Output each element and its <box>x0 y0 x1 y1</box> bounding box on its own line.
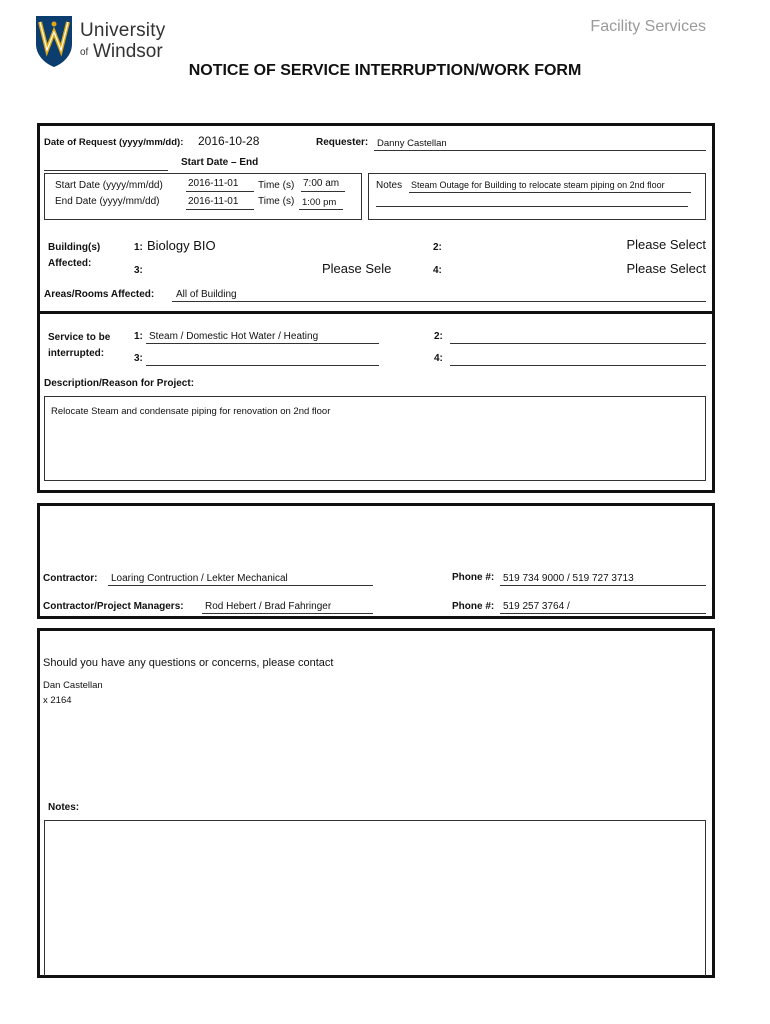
description-label: Description/Reason for Project: <box>44 378 195 389</box>
service-4-field[interactable] <box>450 353 706 366</box>
requester-label: Requester: <box>316 137 369 148</box>
building-3-number: 3: <box>134 265 143 276</box>
contractor-value: Loaring Contruction / Lekter Mechanical <box>111 573 288 584</box>
contractor-phone-field[interactable] <box>500 573 706 586</box>
notes-label: Notes <box>376 180 403 191</box>
date-of-request-label: Date of Request (yyyy/mm/dd): <box>44 137 184 148</box>
contact-notes-textarea[interactable] <box>44 820 706 976</box>
end-time-value: 1:00 pm <box>302 197 337 208</box>
end-date-label: End Date (yyyy/mm/dd) <box>55 196 160 207</box>
service-2-number: 2: <box>434 331 443 342</box>
logo-university-text: University <box>80 20 166 41</box>
end-date-field[interactable] <box>186 196 254 210</box>
areas-field[interactable] <box>172 289 706 302</box>
areas-divider <box>37 311 715 314</box>
service-2-field[interactable] <box>450 331 706 344</box>
building-4-number: 4: <box>433 265 442 276</box>
form-title: NOTICE OF SERVICE INTERRUPTION/WORK FORM <box>188 62 582 79</box>
building-4-select[interactable]: Please Select <box>626 261 706 276</box>
contact-extension: x 2164 <box>43 695 72 706</box>
service-4-number: 4: <box>434 353 443 364</box>
building-1-select[interactable]: Biology BIO <box>147 238 216 253</box>
service-1-field[interactable] <box>146 331 379 344</box>
contractor-field[interactable] <box>108 573 373 586</box>
logo-windsor-text: Windsor <box>93 41 163 62</box>
contact-notes-label: Notes: <box>48 802 80 813</box>
buildings-label-line1: Building(s) <box>48 242 101 253</box>
start-date-field[interactable] <box>186 178 254 192</box>
notes-field[interactable] <box>409 180 691 193</box>
managers-value: Rod Hebert / Brad Fahringer <box>205 601 332 612</box>
managers-phone-value: 519 257 3764 / <box>503 601 570 612</box>
start-end-heading: Start Date – End <box>181 157 259 168</box>
contractor-phone-label: Phone #: <box>452 572 495 583</box>
start-date-label: Start Date (yyyy/mm/dd) <box>55 180 163 191</box>
building-2-select[interactable]: Please Select <box>626 237 706 252</box>
start-date-value: 2016-11-01 <box>188 178 239 189</box>
logo-of-text: of <box>80 47 89 58</box>
service-1-number: 1: <box>134 331 143 342</box>
managers-phone-label: Phone #: <box>452 601 495 612</box>
areas-value: All of Building <box>176 289 237 300</box>
description-value: Relocate Steam and condensate piping for renovation on 2nd floor <box>51 406 331 417</box>
service-3-number: 3: <box>134 353 143 364</box>
start-time-value: 7:00 am <box>303 178 340 189</box>
service-3-field[interactable] <box>146 353 379 366</box>
notes-second-line <box>376 195 688 207</box>
date-of-request-value[interactable]: 2016-10-28 <box>198 134 260 148</box>
buildings-label-line2: Affected: <box>48 258 92 269</box>
contact-name: Dan Castellan <box>43 680 103 691</box>
managers-label: Contractor/Project Managers: <box>43 601 184 612</box>
end-time-label: Time (s) <box>258 196 295 207</box>
contact-intro: Should you have any questions or concerns, please contact <box>43 657 334 669</box>
building-3-select[interactable]: Please Sele <box>322 261 392 276</box>
areas-label: Areas/Rooms Affected: <box>44 289 155 300</box>
building-2-number: 2: <box>433 242 442 253</box>
end-time-field[interactable] <box>299 197 343 210</box>
requester-field[interactable] <box>374 138 706 151</box>
start-end-underline <box>44 158 168 171</box>
start-time-field[interactable] <box>301 178 345 192</box>
shield-logo-icon <box>34 14 74 68</box>
managers-phone-field[interactable] <box>500 601 706 614</box>
managers-field[interactable] <box>202 601 373 614</box>
contractor-label: Contractor: <box>43 573 98 584</box>
department-name: Facility Services <box>590 18 706 35</box>
start-time-label: Time (s) <box>258 180 295 191</box>
building-1-number: 1: <box>134 242 143 253</box>
notes-value: Steam Outage for Building to relocate steam piping on 2nd floor <box>411 180 665 190</box>
requester-value: Danny Castellan <box>377 138 447 149</box>
service-label-line1: Service to be <box>48 332 111 343</box>
description-textarea[interactable] <box>44 396 706 481</box>
contractor-phone-value: 519 734 9000 / 519 727 3713 <box>503 573 634 584</box>
service-1-value: Steam / Domestic Hot Water / Heating <box>149 331 319 342</box>
end-date-value: 2016-11-01 <box>188 196 239 207</box>
service-label-line2: interrupted: <box>48 348 105 359</box>
